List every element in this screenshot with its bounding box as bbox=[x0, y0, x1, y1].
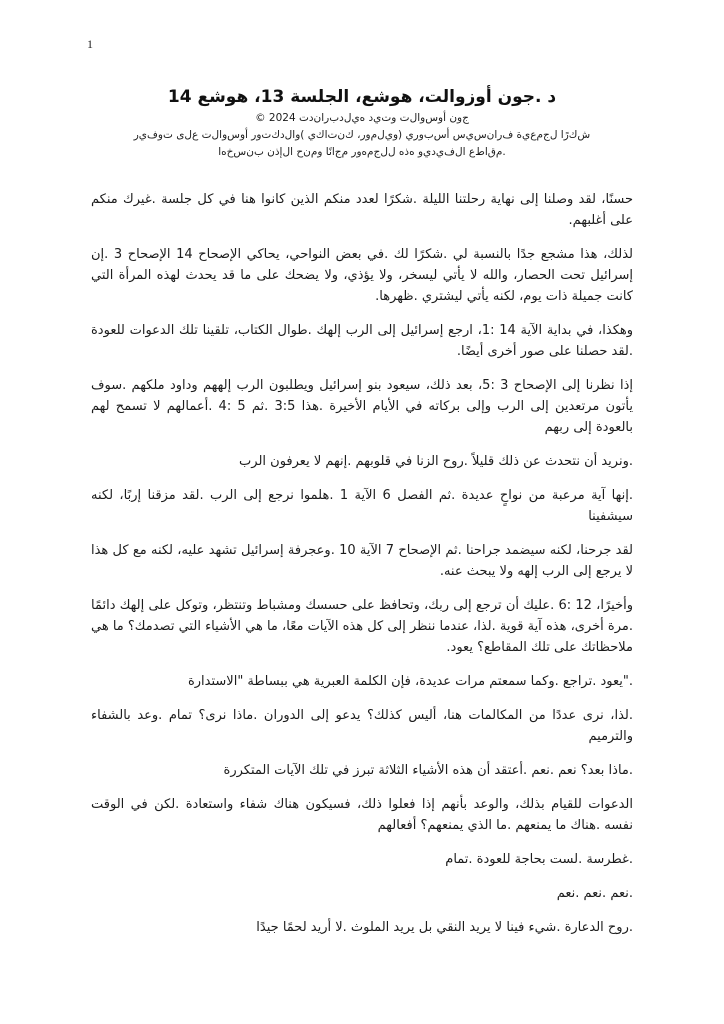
paragraph: ."يعود .تراجع .وكما سمعتم مرات عديدة، فإن الكلمة العبرية هي ببساطة "الاستدارة bbox=[187, 674, 633, 689]
paragraph: وهكذا، في بداية الآية 14 :1، ارجع إسرائيل إلى الرب إلهك .طوال الكتاب، تلقينا تلك الدعوات للعودة .لقد حصلنا على صور أخرى أيضًا. bbox=[91, 323, 634, 359]
paragraph: .نعم .نعم .نعم bbox=[556, 886, 633, 901]
paragraph: .ماذا بعد؟ نعم .نعم .أعتقد أن هذه الأشياء الثلاثة تبرز في تلك الآيات المتكررة bbox=[223, 763, 633, 778]
document-header bbox=[0, 85, 724, 161]
paragraph: .ونريد أن نتحدث عن ذلك قليلاً .روح الزنا في قلوبهم .إنهم لا يعرفون الرب bbox=[239, 454, 633, 469]
paragraph: لقد جرحنا، لكنه سيضمد جراحنا .ثم الإصحاح 7 الآية 10 .وعجرفة إسرائيل تشهد عليه، لكنه مع كل هذا لا يرجع إلى الرب إلهه ولا يبحث عنه. bbox=[91, 543, 633, 579]
byline: ج‌و‌ن أ‌و‌س‌و‌ا‌ل‌ت و‌ت‌ي‌د ه‌ي‌ل‌د‌ب‌ر‌ا‌ن‌د‌ت 2024 © bbox=[255, 112, 469, 124]
acknowledgment-line-2: .م‌ق‌ا‌ط‌ع ا‌ل‌ف‌ي‌د‌ي‌و ه‌ذ‌ه ل‌ل‌ج‌م‌ه‌و‌ر م‌ج‌ا‌نًا و‌م‌ن‌ح ا‌ل‌إ‌ذ‌ن ب‌ن‌س‌خ‌ه‌ا bbox=[218, 146, 506, 158]
paragraph: .لذا، نرى عددًا من المكالمات هنا، أليس كذلك؟ يدعو إلى الدوران .ماذا نرى؟ تمام .وعد بالشفاء والترميم bbox=[91, 708, 633, 744]
paragraph: وأخيرًا، 12 :6 .عليك أن ترجع إلى ربك، وتحافظ على حسسك ومشباط وتنتظر، وتوكل على إلهك دائمًا .مرة أخرى، هذه آية قوية .لذا، عندما ننظر إلى كل هذه الآيات معًا، ما هي الأشياء التي تصدمك؟ ما هي ملاحظاتك على تلك المقاطع؟ يعود. bbox=[91, 598, 634, 655]
paragraph: إذا نظرنا إلى الإصحاح 3 :5، بعد ذلك، سيعود بنو إسرائيل ويطلبون الرب إلههم وداود ملكهم .سوف يأتون مرتعدين إلى الرب وإلى بركاته في الأيام الأخيرة .هذا 3:5 .ثم 5 :4 .أعمالهم لا تسمح لهم بالعودة إلى ربهم bbox=[91, 378, 633, 435]
paragraph: .روح الدعارة .شيء فينا لا يريد النقي بل يريد الملوث .لا أريد لحمًا جيدًا bbox=[256, 920, 633, 935]
paragraph: .غطرسة .لست بحاجة للعودة .تمام bbox=[445, 852, 633, 867]
paragraph: .إنها آية مرعبة من نواحٍ عديدة .ثم الفصل 6 الآية 1 .هلموا نرجع إلى الرب .لقد مزقنا إربًا، لكنه سيشفينا bbox=[91, 488, 633, 524]
document-body bbox=[91, 189, 633, 951]
paragraph: الدعوات للقيام بذلك، والوعد بأنهم إذا فعلوا ذلك، فسيكون هناك شفاء واستعادة .لكن في الوقت نفسه .هناك ما يمنعهم .ما الذي يمنعهم؟ أفعالهم bbox=[91, 797, 633, 833]
paragraph: حسنًا، لقد وصلنا إلى نهاية رحلتنا الليلة .شكرًا لعدد منكم الذين كانوا هنا في كل جلسة .غيرك منكم على أغلبهم. bbox=[91, 192, 633, 228]
paragraph: لذلك، هذا مشجع جدًا بالنسبة لي .شكرًا لك .في بعض النواحي، يحاكي الإصحاح 14 الإصحاح 3 .إن إسرائيل تحت الحصار، والله لا يأتي ليسخر، ولا يؤذي، ولا يضحك على ما قد يحدث لهذه المرأة التي كانت جميلة ذات يوم، لكنه يأتي ليشتري .ظهرها. bbox=[91, 247, 633, 304]
page-number: 1 bbox=[87, 37, 93, 51]
acknowledgment-line-1: ش‌ك‌رًا ل‌ج‌م‌ع‌ي‌ة ف‌ر‌ا‌ن‌س‌ي‌س أ‌س‌ب‌و‌ر‌ي (و‌ي‌ل‌م‌و‌ر، ك‌ن‌ت‌ا‌ك‌ي )و‌ا‌ل‌د‌ك‌ت‌و‌ر أ‌و‌س‌و‌ا‌ل‌ت ع‌ل‌ى ت‌و‌ف‌ي‌ر bbox=[133, 129, 591, 141]
document-title: د .جون أوزوالت، هوشع، الجلسة 13، هوشع 14 bbox=[167, 87, 557, 107]
